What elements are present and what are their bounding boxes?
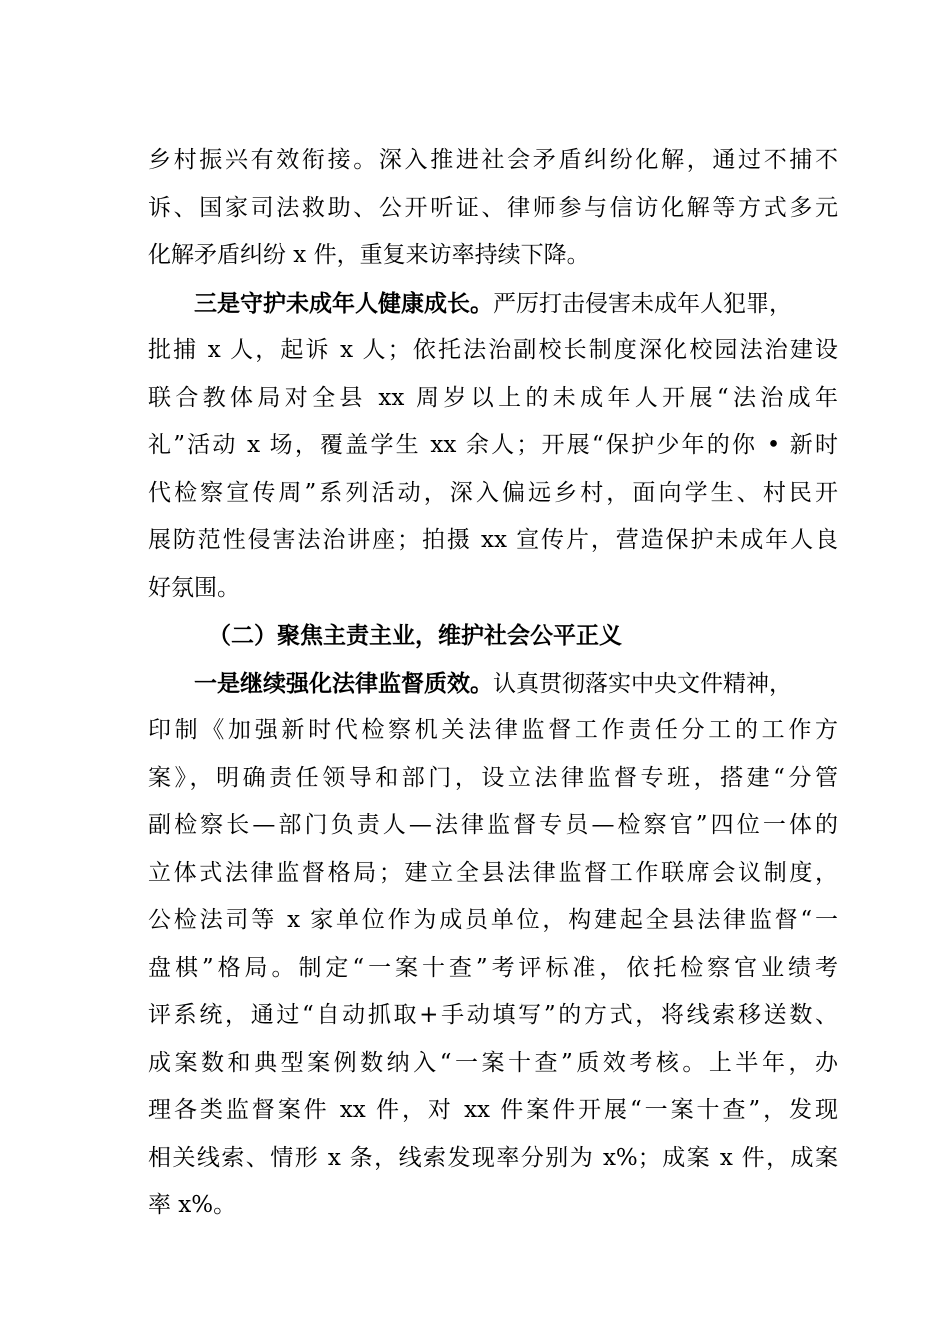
document-body — [148, 137, 838, 1230]
text-line: 相关线索、情形 x 条，线索发现率分别为 x%；成案 x 件，成案 — [148, 1144, 838, 1171]
text-line: 盘棋”格局。制定“一案十查”考评标准，依托检察官业绩考 — [148, 954, 838, 981]
text-line: 代检察宣传周”系列活动，深入偏远乡村，面向学生、村民开 — [148, 479, 838, 506]
text-line: 率 x%。 — [148, 1192, 237, 1218]
paragraph-text: 认真贯彻落实中央文件精神， — [493, 670, 792, 697]
paragraph-first-line — [148, 660, 838, 708]
text-line: 展防范性侵害法治讲座；拍摄 xx 宣传片，营造保护未成年人良 — [148, 527, 838, 553]
paragraph-lead: 三是守护未成年人健康成长。 — [194, 289, 493, 317]
section-heading: （二）聚焦主责主业，维护社会公平正义 — [208, 622, 622, 649]
paragraph-first-line — [148, 280, 838, 328]
text-line: 理各类监督案件 xx 件，对 xx 件案件开展“一案十查”，发现 — [148, 1097, 838, 1123]
text-line: 乡村振兴有效衔接。深入推进社会矛盾纠纷化解，通过不捕不 — [148, 147, 838, 173]
text-line: 化解矛盾纠纷 x 件，重复来访率持续下降。 — [148, 242, 590, 268]
paragraph-lead: 一是继续强化法律监督质效。 — [194, 669, 493, 697]
text-line: 批捕 x 人，起诉 x 人；依托法治副校长制度深化校园法治建设 — [148, 337, 838, 363]
text-line: 立体式法律监督格局；建立全县法律监督工作联席会议制度， — [148, 859, 838, 886]
text-line: 好氛围。 — [148, 574, 240, 601]
paragraph-text: 严厉打击侵害未成年人犯罪， — [493, 290, 792, 317]
text-line: 诉、国家司法救助、公开听证、律师参与信访化解等方式多元 — [148, 194, 838, 221]
text-line: 公检法司等 x 家单位作为成员单位，构建起全县法律监督“一 — [148, 907, 838, 933]
text-line: 副检察长—部门负责人—法律监督专员—检察官”四位一体的 — [148, 812, 838, 838]
text-line: 案》，明确责任领导和部门，设立法律监督专班，搭建“分管 — [148, 764, 838, 791]
text-line: 印制《加强新时代检察机关法律监督工作责任分工的工作方 — [148, 717, 838, 743]
text-line: 评系统，通过“自动抓取+手动填写”的方式，将线索移送数、 — [148, 1002, 838, 1028]
text-line: 联合教体局对全县 xx 周岁以上的未成年人开展“法治成年 — [148, 384, 838, 411]
text-line: 礼”活动 x 场，覆盖学生 xx 余人；开展“保护少年的你 • 新时 — [148, 432, 838, 458]
text-line: 成案数和典型案例数纳入“一案十查”质效考核。上半年，办 — [148, 1049, 838, 1076]
